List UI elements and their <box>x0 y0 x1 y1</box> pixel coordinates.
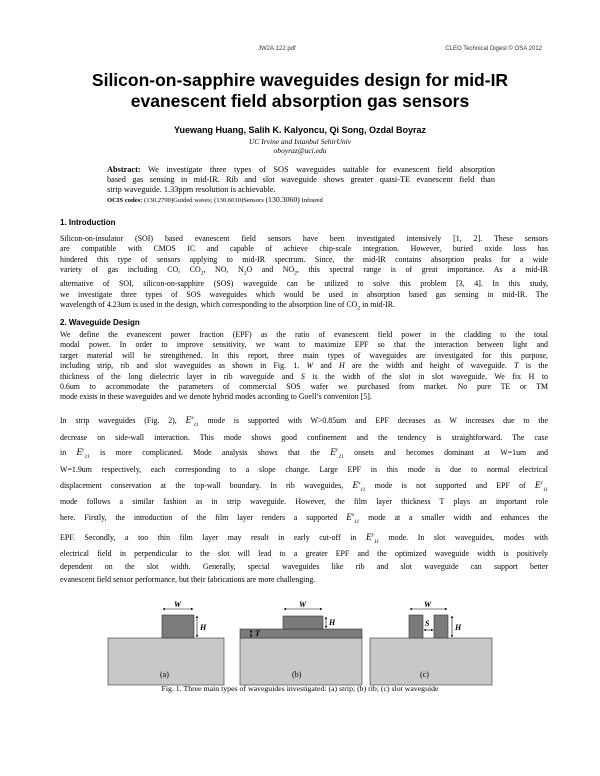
math-e21-y: $E^y_{21}$ <box>330 447 344 461</box>
abstract-line-3: strip waveguide. 1.33ppm resolution is achievable. <box>107 185 276 194</box>
math-e11-y: $E^y_{11}$ <box>365 531 379 545</box>
design-line: thickness of the long dielectric layer in rib waveguide and S is the width of the slot in slot waveguide. We fix H to <box>60 371 548 381</box>
abstract <box>107 165 495 195</box>
panel-label-a-text: (a) <box>160 670 169 679</box>
intro-line: variety of gas including CO, $CO_2$, NO, $N_2O$ and $NO_2$, this spectral range is of great importance. As a mid-IR <box>60 265 548 277</box>
design-line: mode exists in these waveguides and we denote hybrid modes according to Goell’s convention [5]. <box>60 392 372 402</box>
label-w-b: W <box>299 600 307 609</box>
intro-line: we investigate three types of SOS waveguides which would be used in absorption based gas sensing in mid-IR. The <box>60 289 548 299</box>
header-journal: CLEO Technical Digest © OSA 2012 <box>445 46 542 52</box>
intro-line: alternative of SOI, silicon-on-sapphire (SOS) waveguide can be utilized to solve this problem [3, 4]. In this study, <box>60 279 548 289</box>
design-line: We define the evanescent power fraction (EPF) as the ratio of evanescent field power in the cladding to the total <box>60 330 548 339</box>
strip-core <box>162 615 194 638</box>
author-list: Yuewang Huang, Salih K. Kalyoncu, Qi Song, Ozdal Boyraz <box>173 125 427 135</box>
math-e11-y: $E^y_{11}$ <box>76 447 90 461</box>
title-line-2: evanescent field absorption gas sensors <box>130 91 470 111</box>
design-line: modal power. In order to improve sensitivity, we want to maximize EPF so that the interaction between light and <box>60 340 548 350</box>
title-line-1: Silicon-on-sapphire waveguides design for mid-IR <box>91 70 509 90</box>
label-h-b: H <box>329 618 336 627</box>
design-line: here. Firstly, the introduction of the film layer renders a supported $E^x_{11}$ mode at a smaller width and enhances the <box>60 512 548 525</box>
abstract-line-1: Abstract: We investigate three types of SOS waveguides suitable for evanescent field absorption <box>107 165 495 174</box>
design-line: target material will be strengthened. In this report, three main types of waveguides are investigated for this purpose, <box>60 350 548 360</box>
paper-title <box>60 70 540 112</box>
label-w-a: W <box>174 600 182 609</box>
label-h-a: H <box>200 623 207 632</box>
ocis-codes <box>107 196 495 205</box>
panel-label-b: (b) <box>292 670 302 679</box>
design-line: W=1.9um respectively, each corresponding to a slope change. Large EPF in this mode is due to normal electrical <box>60 464 548 474</box>
ocis-label: OCIS codes: <box>107 197 143 204</box>
waveguide-paragraph-2 <box>60 412 548 587</box>
design-line: including strip, rib and slot waveguides as shown in Fig. 1. W and H are the width and height of waveguide. T is the <box>60 361 548 371</box>
rib-core <box>283 616 323 629</box>
design-line: displacement conservation at the top-wall boundary. In rib waveguides, $E^x_{11}$ mode is not supported and EPF of $E^y_{11}$ <box>60 479 548 493</box>
design-line: dependent on the slot width. Generally, special waveguides like rib and slot waveguide can support better <box>60 562 548 572</box>
label-w-c: W <box>424 600 432 609</box>
math-e11-y: $E^y_{11}$ <box>534 479 548 493</box>
slot-rail-right <box>434 615 448 638</box>
slot-rail-left <box>409 615 423 638</box>
waveguide-paragraph-1 <box>60 330 548 403</box>
label-h-c: H <box>455 623 462 632</box>
math-e11-x: $E^x_{11}$ <box>352 479 366 493</box>
ocis-code-list: (130.2790)Guided waves; (130.6010)Sensors <box>144 197 264 204</box>
design-line: in $E^y_{11}$ is more complicated. Mode analysis shows that the $E^y_{21}$ onsets and becomes dominant at W=1um and <box>60 447 548 461</box>
affiliation <box>60 137 540 155</box>
design-line: EPF. Secondly, a too thin film layer may result in early cut-off in $E^y_{11}$ mode. In slot waveguides, modes with <box>60 531 548 545</box>
section-heading-introduction: 1. Introduction <box>60 218 116 227</box>
intro-line: wavelength of 4.23um is used in the design, which corresponding to the absorption line of $CO_2$ in mid-IR. <box>60 300 395 312</box>
panel-label-c: (c) <box>420 670 429 679</box>
design-line: electrical field in perpendicular to the slot will lead to a greater EPF and the optimized waveguide width is positively <box>60 549 548 559</box>
affiliation-institution: UC Irvine and Istanbul SehirUniv <box>248 137 352 146</box>
math-e11-x: $E^x_{11}$ <box>346 512 360 525</box>
label-t-b: T <box>255 629 260 638</box>
label-s-c: S <box>425 619 430 628</box>
intro-line: hindered this type of sensors applying to mid-IR spectrum. Since, the mid-IR contains absorption peaks for a wide <box>60 254 548 264</box>
design-line: mode follows a similar fashion as in strip waveguide. However, the film layer thickness T plays an important role <box>60 497 548 507</box>
introduction-paragraph <box>60 234 548 314</box>
abstract-label: Abstract: <box>107 165 141 174</box>
design-line: 0.6um to accommodate the parameters of commercial SOS wafer we purchased from market. No pure TE or TM <box>60 382 548 392</box>
ocis-code-last: (130.3060) <box>265 195 300 204</box>
figure-caption: Fig. 1. Three main types of waveguides investigated: (a) strip; (b) rib; (c) slot waveguide <box>161 684 439 693</box>
substrate-c <box>370 638 492 685</box>
section-heading-waveguide-design: 2. Waveguide Design <box>60 318 140 327</box>
figure-panel-slot <box>370 600 492 685</box>
affiliation-email: oboyraz@uci.edu <box>273 146 327 155</box>
design-line: evanescent field sensor performance, but their fabrications are more challenging. <box>60 574 316 584</box>
header-file-name: JW2A.122.pdf <box>258 46 296 52</box>
abstract-line-2: based gas sensing in mid-IR. Rib and slot waveguide shows greater quasi-TE evanescent field than <box>107 175 495 184</box>
ocis-code-last-label: Infrared <box>301 197 323 204</box>
math-e11-x: $E^x_{11}$ <box>185 415 199 428</box>
design-line: In strip waveguides (Fig. 2), $E^x_{11}$ mode is supported with W>0.85um and EPF deceases as W increases due to the <box>60 415 548 428</box>
intro-line: Silicon-on-insulator (SOI) based evanescent field sensors have been investigated intensively [1, 2]. These sensors <box>60 234 548 243</box>
design-line: decrease on side-wall interaction. This mode shows good confinement and the tendency is straightforward. The case <box>60 432 548 442</box>
intro-line: are compatible with CMOS IC and capable of achieve chip-scale integration. However, buried oxide loss has <box>60 244 548 254</box>
